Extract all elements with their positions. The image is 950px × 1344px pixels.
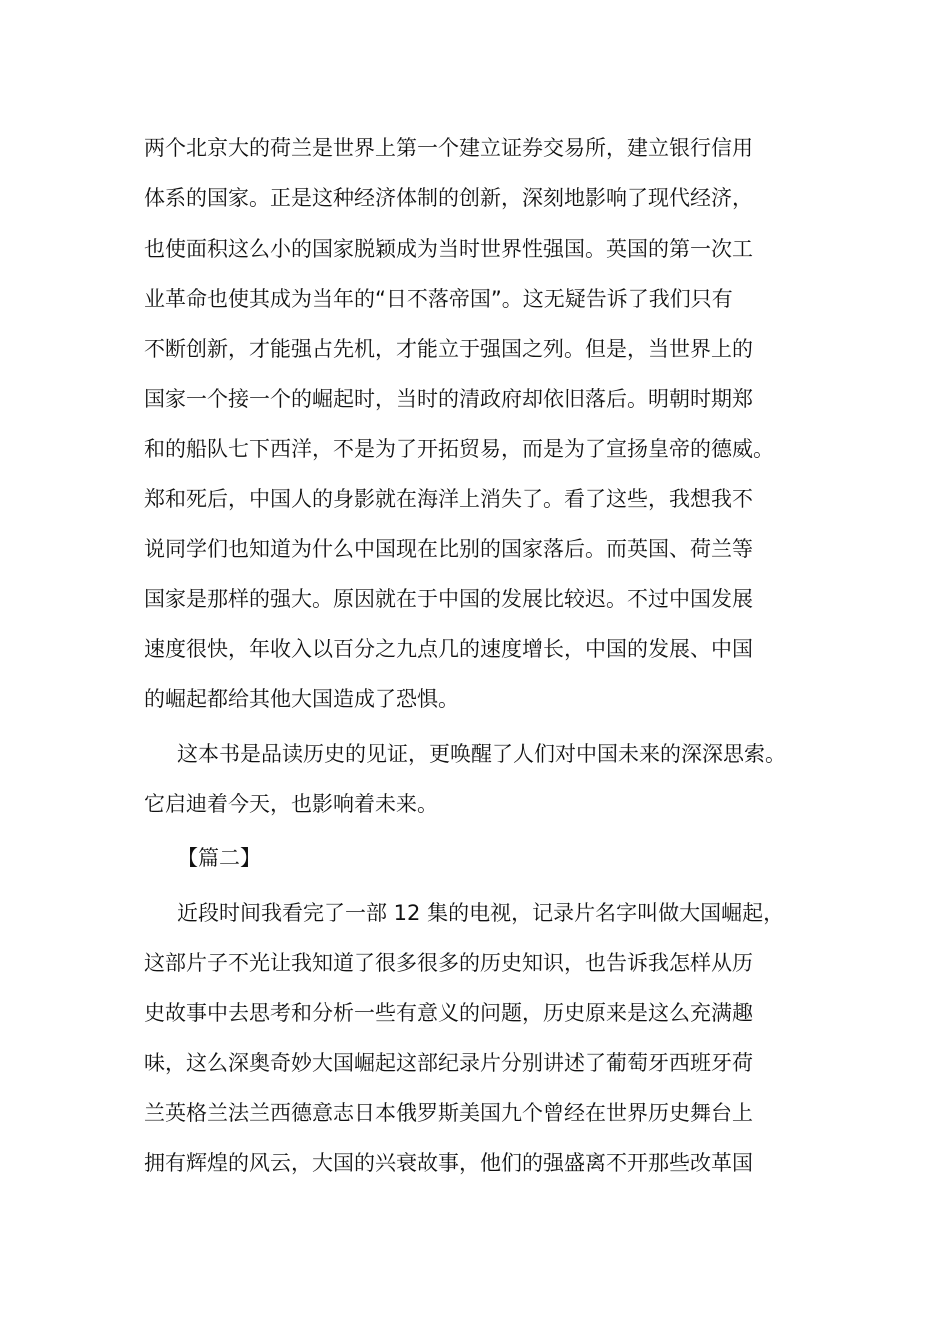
section-heading: 【篇二】 xyxy=(177,846,261,870)
text-line: 也使面积这么小的国家脱颖成为当时世界性强国。英国的第一次工 xyxy=(144,237,753,261)
text-line: 这部片子不光让我知道了很多很多的历史知识，也告诉我怎样从历 xyxy=(144,951,753,975)
text-line: 的崛起都给其他大国造成了恐惧。 xyxy=(144,687,459,711)
text-line: 不断创新，才能强占先机，才能立于强国之列。但是，当世界上的 xyxy=(144,337,753,361)
text-line: 两个北京大的荷兰是世界上第一个建立证券交易所，建立银行信用 xyxy=(144,136,753,160)
text-line: 国家是那样的强大。原因就在于中国的发展比较迟。不过中国发展 xyxy=(144,587,753,611)
text-line: 和的船队七下西洋，不是为了开拓贸易，而是为了宣扬皇帝的德威。 xyxy=(144,437,774,461)
text-line: 拥有辉煌的风云，大国的兴衰故事，他们的强盛离不开那些改革国 xyxy=(144,1151,753,1175)
text-line: 说同学们也知道为什么中国现在比别的国家落后。而英国、荷兰等 xyxy=(144,537,753,561)
text-line: 兰英格兰法兰西德意志日本俄罗斯美国九个曾经在世界历史舞台上 xyxy=(144,1101,753,1125)
text-line: 郑和死后，中国人的身影就在海洋上消失了。看了这些，我想我不 xyxy=(144,487,753,511)
text-line: 国家一个接一个的崛起时，当时的清政府却依旧落后。明朝时期郑 xyxy=(144,387,753,411)
text-line: 它启迪着今天，也影响着未来。 xyxy=(144,792,438,816)
text-line: 味，这么深奥奇妙大国崛起这部纪录片分别讲述了葡萄牙西班牙荷 xyxy=(144,1051,753,1075)
text-line: 速度很快，年收入以百分之九点几的速度增长，中国的发展、中国 xyxy=(144,637,753,661)
paragraph-first-line: 这本书是品读历史的见证，更唤醒了人们对中国未来的深深思索。 xyxy=(177,742,786,766)
text-line: 史故事中去思考和分析一些有意义的问题，历史原来是这么充满趣 xyxy=(144,1001,753,1025)
text-line: 体系的国家。正是这种经济体制的创新，深刻地影响了现代经济， xyxy=(144,186,753,210)
text-line: 业革命也使其成为当年的“日不落帝国”。这无疑告诉了我们只有 xyxy=(144,287,733,311)
paragraph-first-line: 近段时间我看完了一部 12 集的电视，记录片名字叫做大国崛起， xyxy=(177,901,785,925)
